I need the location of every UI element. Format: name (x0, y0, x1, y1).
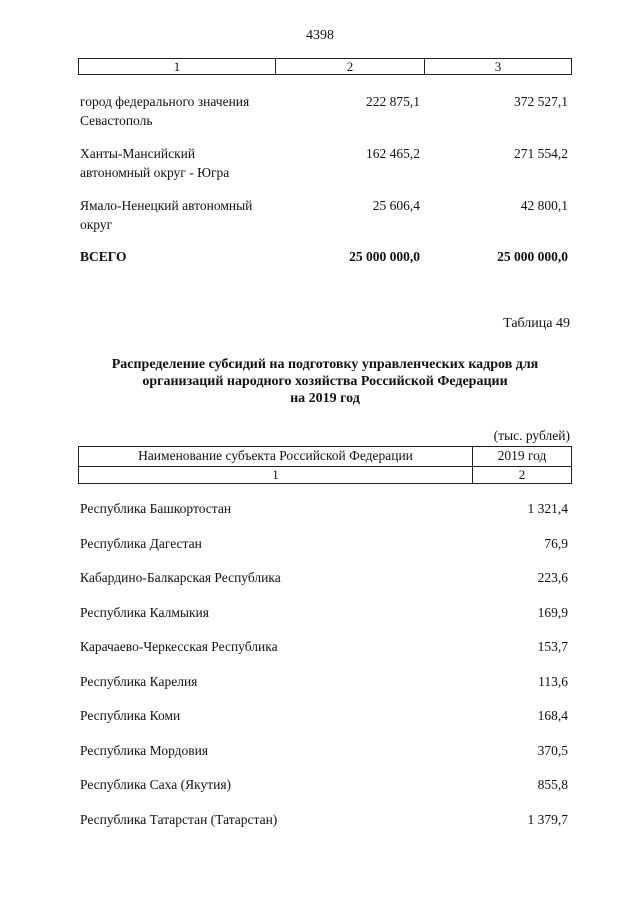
row-name-line: округ (80, 217, 113, 232)
table-row-value: 113,6 (538, 674, 568, 689)
table2-col-number-2: 2 (518, 467, 526, 482)
table1-total-value-3: 25 000 000,0 (497, 249, 568, 264)
table-row-name: Республика Башкортостан (80, 501, 232, 516)
row-name-line: Севастополь (80, 113, 153, 128)
table-row-value: 168,4 (537, 708, 568, 723)
table-row-name: Республика Калмыкия (80, 605, 209, 620)
table1-row-name (80, 144, 290, 182)
table1-total-label: ВСЕГО (80, 249, 127, 264)
table-row-value: 855,8 (537, 777, 568, 792)
table-label: Таблица 49 (503, 316, 570, 331)
table1-row-value-3: 42 800,1 (520, 198, 568, 213)
table-row-name: Кабардино-Балкарская Республика (80, 570, 281, 585)
units-label: (тыс. рублей) (493, 428, 570, 443)
table1-col-2: 2 (276, 59, 425, 74)
table1-total-value-2: 25 000 000,0 (349, 249, 420, 264)
table-title-line: Распределение субсидий на подготовку управленческих кадров для (111, 357, 539, 372)
table-row-name: Республика Саха (Якутия) (80, 777, 232, 792)
row-name-line: автономный округ - Югра (80, 165, 230, 180)
table1-header (78, 58, 572, 75)
table1-col-1: 1 (79, 59, 276, 74)
table1-row-value-2: 162 465,2 (366, 146, 420, 161)
table-row-name: Карачаево-Черкесская Республика (80, 639, 278, 654)
table1-row-name (80, 92, 290, 130)
table-row-name: Республика Татарстан (Татарстан) (80, 812, 278, 827)
table-row-value: 76,9 (544, 536, 568, 551)
table1-col-3: 3 (494, 59, 502, 74)
row-name-line: Ямало-Ненецкий автономный (80, 198, 253, 213)
table-title-line: на 2019 год (290, 391, 360, 406)
table-row-name: Республика Карелия (80, 674, 198, 689)
table1-row-value-2: 222 875,1 (366, 94, 420, 109)
table1-row-value-3: 372 527,1 (514, 94, 568, 109)
table2-header (78, 446, 572, 484)
table-title-line: организаций народного хозяйства Российской Федерации (142, 374, 508, 389)
table-row-value: 370,5 (537, 743, 568, 758)
table-row-name: Республика Коми (80, 708, 181, 723)
table-row-value: 223,6 (537, 570, 568, 585)
table1-row-value-2: 25 606,4 (372, 198, 420, 213)
table-row-name: Республика Мордовия (80, 743, 209, 758)
table-row-value: 153,7 (537, 639, 568, 654)
table2-header-name: Наименование субъекта Российской Федерации (79, 447, 473, 466)
table-row-value: 1 321,4 (527, 501, 568, 516)
table-title (60, 356, 590, 407)
table2-col-number-1: 1 (79, 467, 473, 483)
table1-row-value-3: 271 554,2 (514, 146, 568, 161)
row-name-line: Ханты-Мансийский (80, 146, 196, 161)
table-row-value: 1 379,7 (527, 812, 568, 827)
table-row-value: 169,9 (537, 605, 568, 620)
table1-row-name (80, 196, 290, 234)
page-number: 4398 (306, 28, 334, 43)
table2-header-year: 2019 год (497, 448, 547, 463)
row-name-line: город федерального значения (80, 94, 250, 109)
table-row-name: Республика Дагестан (80, 536, 202, 551)
